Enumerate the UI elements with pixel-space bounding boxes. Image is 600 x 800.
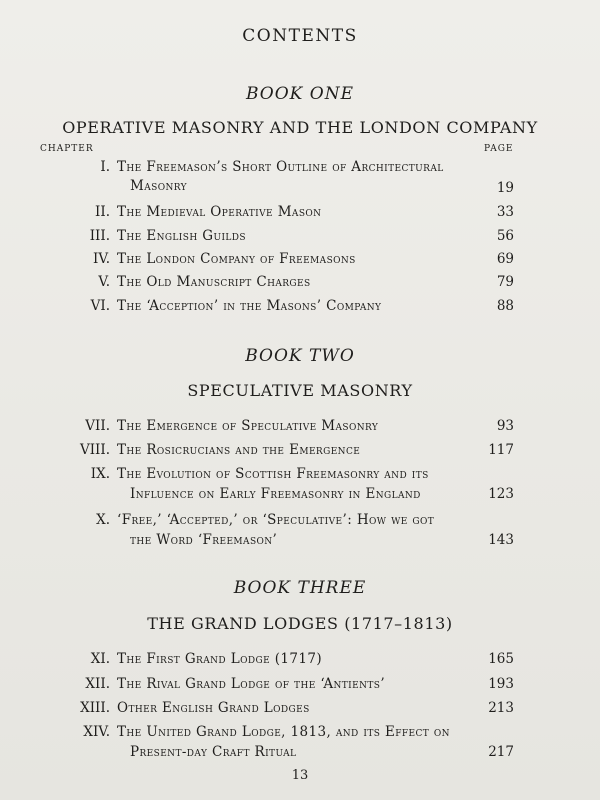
chapter-title: The First Grand Lodge (1717) (117, 651, 323, 667)
chapter-number: I. (100, 159, 110, 175)
show-through-text (40, 6, 560, 19)
contents-heading: CONTENTS (242, 26, 358, 46)
chapter-page: 123 (488, 486, 514, 502)
chapter-page: 213 (488, 700, 514, 716)
chapter-number: VII. (85, 418, 110, 434)
page-column-label: PAGE (484, 144, 514, 154)
chapter-title: The Medieval Operative Mason (117, 204, 322, 220)
chapter-title: The Rosicrucians and the Emergence (117, 442, 361, 458)
chapter-title-continued: the Word ‘Freemason’ (130, 532, 278, 548)
chapter-page: 93 (496, 418, 514, 434)
chapter-number: V. (98, 274, 110, 290)
chapter-title: The London Company of Freemasons (117, 251, 356, 267)
book-two-section: SPECULATIVE MASONRY (187, 381, 413, 400)
chapter-title: The Old Manuscript Charges (117, 274, 311, 290)
book-one-section: OPERATIVE MASONRY AND THE LONDON COMPANY (62, 118, 538, 137)
chapter-page: 33 (496, 204, 514, 220)
chapter-page: 56 (496, 228, 514, 244)
chapter-page: 117 (488, 442, 514, 458)
chapter-title: The Evolution of Scottish Freemasonry and its (117, 466, 429, 482)
chapter-column-label: CHAPTER (40, 144, 94, 154)
chapter-title: The English Guilds (117, 228, 246, 244)
book-one-title: BOOK ONE (245, 84, 354, 104)
chapter-title: The United Grand Lodge, 1813, and its Effect on (117, 724, 450, 740)
chapter-number: VIII. (79, 442, 110, 458)
chapter-page: 79 (496, 274, 514, 290)
chapter-title: The ‘Acception’ in the Masons’ Company (117, 298, 382, 314)
chapter-title-continued: Present-day Craft Ritual (130, 744, 297, 760)
chapter-page: 165 (488, 651, 514, 667)
chapter-page: 88 (496, 298, 514, 314)
chapter-page: 143 (488, 532, 514, 548)
chapter-number: IV. (92, 251, 110, 267)
chapter-number: XI. (90, 651, 110, 667)
chapter-title: The Rival Grand Lodge of the ‘Antients’ (117, 676, 386, 692)
chapter-number: VI. (90, 298, 110, 314)
chapter-title: The Freemason’s Short Outline of Architectural (117, 159, 444, 175)
chapter-title: The Emergence of Speculative Masonry (117, 418, 379, 434)
chapter-title-continued: Masonry (130, 178, 187, 194)
chapter-number: X. (96, 512, 110, 528)
chapter-page: 69 (496, 251, 514, 267)
chapter-title: Other English Grand Lodges (117, 700, 310, 716)
chapter-page: 217 (488, 744, 514, 760)
book-three-title: BOOK THREE (233, 578, 367, 598)
chapter-page: 193 (488, 676, 514, 692)
chapter-page: 19 (496, 180, 514, 196)
chapter-number: XIV. (83, 724, 110, 740)
chapter-number: IX. (90, 466, 110, 482)
page-number: 13 (291, 768, 309, 783)
book-two-title: BOOK TWO (245, 346, 355, 366)
chapter-title-continued: Influence on Early Freemasonry in England (130, 486, 421, 502)
chapter-number: XIII. (80, 700, 110, 716)
chapter-title: ‘Free,’ ‘Accepted,’ or ‘Speculative’: How we got (117, 512, 435, 528)
book-three-section: THE GRAND LODGES (1717–1813) (147, 614, 453, 633)
chapter-number: XII. (85, 676, 110, 692)
chapter-number: III. (89, 228, 110, 244)
chapter-number: II. (95, 204, 110, 220)
